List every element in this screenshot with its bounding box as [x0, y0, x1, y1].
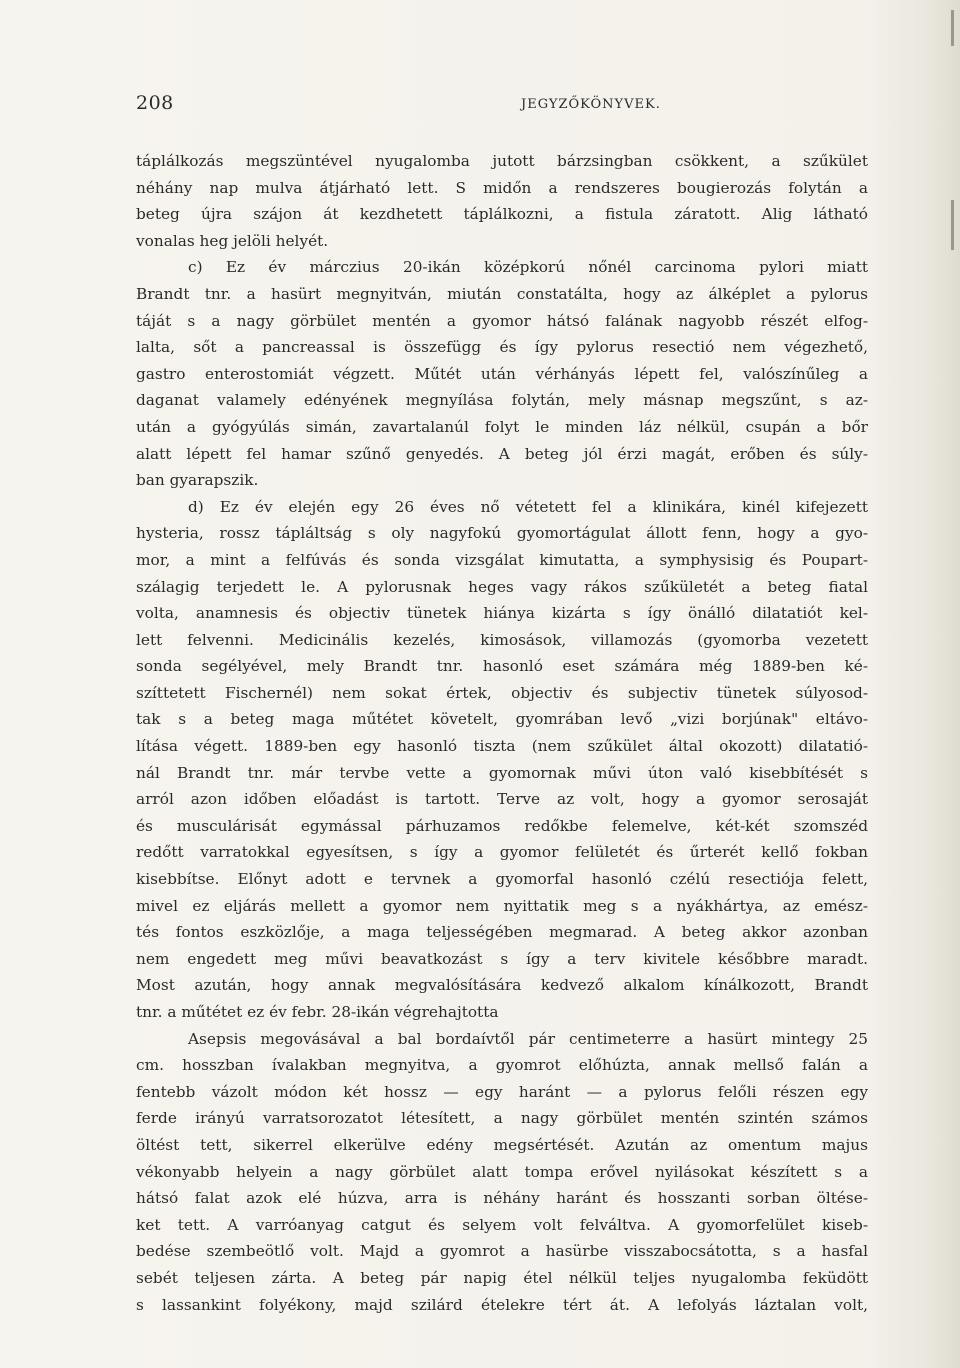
text-line: lett felvenni. Medicinális kezelés, kimosások, villamozás (gyomorba vezetett [136, 630, 868, 649]
text-line: lítása végett. 1889-ben egy hasonló tiszta (nem szűkület által okozott) dilatatió- [136, 737, 868, 756]
text-line: lalta, sőt a pancreassal is összefügg és így pylorus resectió nem végezhető, [136, 338, 868, 357]
text-line: tnr. a műtétet ez év febr. 28-ikán végrehajtotta [136, 1003, 499, 1021]
paragraph-c-start: c) Ez év márczius 20-ikán középkorú nőnél carcinoma pylori miatt [188, 258, 868, 277]
text-line: tak s a beteg maga műtétet követelt, gyomrában levő „vizi borjúnak" eltávo- [136, 710, 868, 729]
text-line: mivel ez eljárás mellett a gyomor nem nyittatik meg s a nyákhártya, az emész- [136, 896, 868, 915]
text-line: szálagig terjedett le. A pylorusnak heges vagy rákos szűkületét a beteg fiatal [136, 577, 868, 596]
text-line: táját s a nagy görbület mentén a gyomor hátsó falának nagyobb részét elfog- [136, 311, 868, 330]
text-line: redőtt varratokkal egyesítsen, s így a gyomor felületét és űrterét kellő fokban [136, 843, 868, 862]
paragraph-asepsis-start: Asepsis megovásával a bal bordaívtől pár centimeterre a hasürt mintegy 25 [188, 1029, 868, 1048]
text-line: ket tett. A varróanyag catgut és selyem volt felváltva. A gyomorfelület kiseb- [136, 1215, 868, 1234]
text-line: mor, a mint a felfúvás és sonda vizsgálat kimutatta, a symphysisig és Poupart- [136, 550, 868, 569]
paragraph-d-start: d) Ez év elején egy 26 éves nő vétetett fel a klinikára, kinél kifejezett [188, 497, 868, 516]
page-number: 208 [136, 92, 174, 114]
text-line: arról azon időben előadást is tartott. Terve az volt, hogy a gyomor serosaját [136, 790, 868, 809]
text-line: után a gyógyúlás simán, zavartalanúl folyt le minden láz nélkül, csupán a bőr [136, 417, 868, 436]
text-line: öltést tett, sikerrel elkerülve edény megsértését. Azután az omentum majus [136, 1135, 868, 1154]
text-line: ferde irányú varratsorozatot létesített, a nagy görbület mentén szintén számos [136, 1109, 868, 1128]
text-line: ban gyarapszik. [136, 471, 259, 490]
text-line: vékonyabb helyein a nagy görbület alatt tompa erővel nyilásokat készített s a [136, 1162, 868, 1181]
text-line: alatt lépett fel hamar szűnő genyedés. A beteg jól érzi magát, erőben és súly- [136, 444, 868, 463]
text-line: cm. hosszban ívalakban megnyitva, a gyomrot előhúzta, annak mellső falán a [136, 1056, 868, 1075]
text-line: néhány nap mulva átjárható lett. S midőn a rendszeres bougierozás folytán a [136, 178, 868, 197]
text-line: sonda segélyével, mely Brandt tnr. hasonló eset számára még 1889-ben ké- [136, 657, 868, 676]
text-line: sebét teljesen zárta. A beteg pár napig étel nélkül teljes nyugalomba feküdött [136, 1268, 868, 1287]
body-text [136, 148, 868, 1318]
page-header [136, 92, 876, 122]
text-line: beteg újra szájon át kezdhetett táplálkozni, a fistula záratott. Alig látható [136, 205, 868, 224]
text-line: bedése szembeötlő volt. Majd a gyomrot a hasürbe visszabocsátotta, s a hasfal [136, 1242, 868, 1261]
text-line: nál Brandt tnr. már tervbe vette a gyomornak művi úton való kisebbítését s [136, 763, 868, 782]
running-head: JEGYZŐKÖNYVEK. [521, 97, 661, 112]
text-line: nem engedett meg művi beavatkozást s így a terv kivitele későbbre maradt. [136, 949, 868, 968]
text-line: hysteria, rossz tápláltság s oly nagyfokú gyomortágulat állott fenn, hogy a gyo- [136, 524, 868, 543]
text-line: daganat valamely edényének megnyílása folytán, mely másnap megszűnt, s az- [136, 391, 868, 410]
text-line: Brandt tnr. a hasürt megnyitván, miután constatálta, hogy az álképlet a pylorus [136, 284, 868, 303]
text-line: és musculárisát egymással párhuzamos redőkbe felemelve, két-két szomszéd [136, 816, 868, 835]
text-line: gastro enterostomiát végzett. Műtét után vérhányás lépett fel, valószínűleg a [136, 364, 868, 383]
text-line: hátsó falat azok elé húzva, arra is néhány haránt és hosszanti sorban öltése- [136, 1189, 868, 1208]
page-edge-mark [951, 200, 954, 250]
text-line: Most azután, hogy annak megvalósítására kedvező alkalom kínálkozott, Brandt [136, 976, 868, 995]
page-edge-mark [951, 10, 954, 46]
text-line: s lassankint folyékony, majd szilárd ételekre tért át. A lefolyás láztalan volt, [136, 1295, 868, 1314]
text-line: szíttetett Fischernél) nem sokat értek, objectiv és subjectiv tünetek súlyosod- [136, 683, 868, 702]
text-line: vonalas heg jelöli helyét. [136, 231, 329, 250]
text-line: tés fontos eszközlője, a maga teljességében megmarad. A beteg akkor azonban [136, 923, 868, 942]
text-line: volta, anamnesis és objectiv tünetek hiánya kizárta s így önálló dilatatiót kel- [136, 604, 868, 623]
text-line: táplálkozás megszüntével nyugalomba jutott bárzsingban csökkent, a szűkület [136, 152, 868, 170]
text-line: fentebb vázolt módon két hossz — egy haránt — a pylorus felőli részen egy [136, 1082, 868, 1101]
text-line: kisebbítse. Előnyt adott e tervnek a gyomorfal hasonló czélú resectiója felett, [136, 870, 868, 889]
